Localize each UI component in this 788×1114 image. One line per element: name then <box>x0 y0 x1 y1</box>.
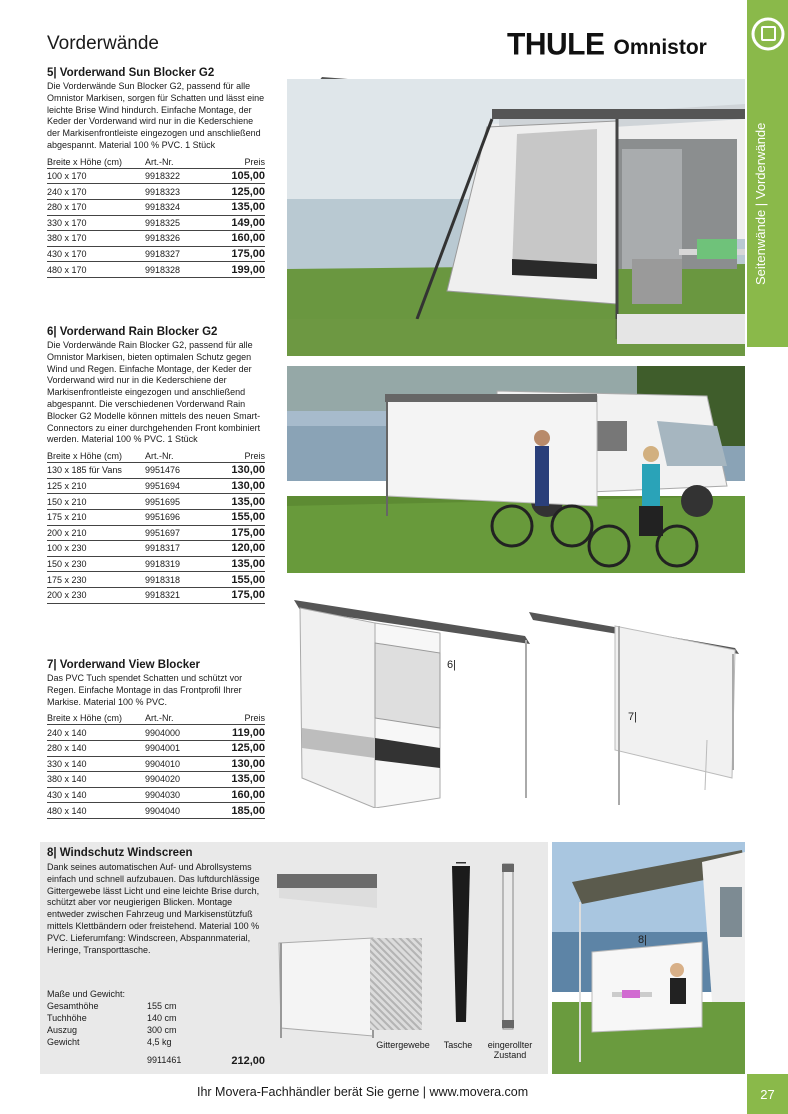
cell-artnr: 9951694 <box>145 478 215 494</box>
price-table <box>47 712 265 819</box>
measure-value: 4,5 kg <box>147 1037 172 1047</box>
table-row <box>47 541 265 557</box>
measure-key: Tuchhöhe <box>47 1013 87 1023</box>
windscreen-product-image <box>273 868 383 1043</box>
photo-label: 8| <box>638 934 647 946</box>
cell-artnr: 9951697 <box>145 525 215 541</box>
price: 212,00 <box>231 1055 265 1067</box>
view-blocker-product-image <box>527 610 745 810</box>
section-description: Das PVC Tuch spendet Schatten und schützt vor Regen. Einfache Montage in das Frontprofil Ihrer Markise. Material 100 % PVC. <box>47 673 243 707</box>
cell-artnr: 9918328 <box>145 262 215 278</box>
cell-price: 125,00 <box>215 740 265 756</box>
measures-title: Maße und Gewicht: <box>47 989 126 999</box>
cell-size: 100 x 230 <box>47 541 145 557</box>
table-row <box>47 494 265 510</box>
measure-value: 155 cm <box>147 1001 177 1011</box>
col-artnr: Art.-Nr. <box>145 156 215 169</box>
cell-price: 120,00 <box>215 541 265 557</box>
cell-price: 105,00 <box>215 168 265 184</box>
table-row <box>47 740 265 756</box>
table-row <box>47 199 265 215</box>
table-row <box>47 215 265 231</box>
cell-price: 135,00 <box>215 494 265 510</box>
footer-text: Ihr Movera-Fachhändler berät Sie gerne | www.movera.com <box>197 1085 529 1099</box>
side-tab-label: Seitenwände | Vorderwände <box>753 122 768 285</box>
windscreen-section <box>40 842 548 1074</box>
cell-artnr: 9918321 <box>145 587 215 603</box>
section-description: Dank seines automatischen Auf- und Abrollsystems einfach und schnell aufzubauen. Das luftdurchlässige Gittergewebe lässt Licht und eine leichte Brise durch, schützt aber vor neugierigen Blicken. Montage entweder zwischen Fahrzeug und Markisenstützfuß mittels Klettbändern oder freistehend. Material 100 % PVC. Lieferumfang: Windscreen, Abspannmaterial, Heringe, Transporttasche. <box>47 862 260 955</box>
cell-artnr: 9904020 <box>145 772 215 788</box>
measure-row <box>47 1024 177 1036</box>
brand-logo <box>507 28 707 62</box>
measure-key: Auszug <box>47 1025 78 1035</box>
section-sun-blocker <box>47 67 265 278</box>
cell-size: 330 x 140 <box>47 756 145 772</box>
measure-row <box>47 1036 177 1048</box>
cell-price: 160,00 <box>215 231 265 247</box>
table-row <box>47 478 265 494</box>
sun-blocker-photo <box>287 79 745 356</box>
measure-row <box>47 1012 177 1024</box>
cell-size: 175 x 230 <box>47 572 145 588</box>
bag-image <box>450 862 472 1032</box>
col-size: Breite x Höhe (cm) <box>47 450 145 463</box>
cell-size: 380 x 170 <box>47 231 145 247</box>
page-title: Vorderwände <box>47 33 159 54</box>
category-icon <box>747 8 788 60</box>
cell-size: 240 x 170 <box>47 184 145 200</box>
cell-price: 135,00 <box>215 556 265 572</box>
cell-size: 430 x 140 <box>47 787 145 803</box>
cell-price: 130,00 <box>215 463 265 479</box>
cell-price: 130,00 <box>215 478 265 494</box>
mesh-sample-image <box>370 938 422 1030</box>
measures <box>47 988 177 1048</box>
cell-price: 135,00 <box>215 199 265 215</box>
cell-artnr: 9951476 <box>145 463 215 479</box>
table-row <box>47 525 265 541</box>
cell-artnr: 9951696 <box>145 509 215 525</box>
cell-size: 280 x 170 <box>47 199 145 215</box>
section-description: Die Vorderwände Sun Blocker G2, passend für alle Omnistor Markisen, sorgen für Schatten und lässt eine leichte Brise Wind hindurch. Einfache Montage, der Keder der Vorderwand wird nur in die Kederschiene der Markisenfrontleiste eingezogen und anschließend abgespannt. Material 100 % PVC. 1 Stück <box>47 81 265 150</box>
cell-price: 135,00 <box>215 772 265 788</box>
page-number: 27 <box>747 1074 788 1114</box>
measure-value: 300 cm <box>147 1025 177 1035</box>
cell-price: 130,00 <box>215 756 265 772</box>
cell-price: 125,00 <box>215 184 265 200</box>
section-heading: 5| Vorderwand Sun Blocker G2 <box>47 67 215 79</box>
table-row <box>47 803 265 819</box>
photo-label: 7| <box>628 711 637 723</box>
col-price: Preis <box>215 712 265 725</box>
cell-size: 100 x 170 <box>47 168 145 184</box>
cell-size: 240 x 140 <box>47 725 145 741</box>
cell-artnr: 9904030 <box>145 787 215 803</box>
table-row <box>47 772 265 788</box>
cell-artnr: 9918322 <box>145 168 215 184</box>
caption-rolled: eingerollter Zustand <box>487 1040 533 1060</box>
table-row <box>47 246 265 262</box>
cell-size: 175 x 210 <box>47 509 145 525</box>
cell-size: 380 x 140 <box>47 772 145 788</box>
table-row <box>47 725 265 741</box>
thule-logo: THULE <box>507 27 605 62</box>
table-row <box>47 168 265 184</box>
cell-artnr: 9918323 <box>145 184 215 200</box>
side-tab <box>747 0 788 347</box>
cell-size: 280 x 140 <box>47 740 145 756</box>
section-view-blocker <box>47 659 265 819</box>
cell-artnr: 9918327 <box>145 246 215 262</box>
cell-size: 130 x 185 für Vans <box>47 463 145 479</box>
windscreen-photo <box>552 842 745 1074</box>
cell-size: 330 x 170 <box>47 215 145 231</box>
cell-price: 175,00 <box>215 246 265 262</box>
cell-price: 185,00 <box>215 803 265 819</box>
cell-price: 160,00 <box>215 787 265 803</box>
table-row <box>47 572 265 588</box>
measure-row <box>47 1000 177 1012</box>
cell-artnr: 9904001 <box>145 740 215 756</box>
section-description: Die Vorderwände Rain Blocker G2, passend für alle Omnistor Markisen, bieten optimalen Schutz gegen Wind und Regen. Einfache Montage, der Keder der Vorderwand wird nur in die Kederschiene der Markisenfrontleiste eingezogen und anschließend abgespannt. Die verschiedenen Vorderwand Rain Blocker G2 Modelle können mittels des neuen Smart-Connectors zu einer durchgehenden Front kombiniert werden. Material 100 % PVC. 1 Stück <box>47 340 261 445</box>
cell-artnr: 9904040 <box>145 803 215 819</box>
windscreen-price-row <box>147 1055 265 1067</box>
cell-price: 175,00 <box>215 587 265 603</box>
cell-size: 200 x 230 <box>47 587 145 603</box>
cell-price: 149,00 <box>215 215 265 231</box>
brand-subtitle: Omnistor <box>613 36 707 59</box>
art-nr: 9911461 <box>147 1055 182 1065</box>
cell-price: 199,00 <box>215 262 265 278</box>
cell-price: 155,00 <box>215 572 265 588</box>
cell-size: 480 x 170 <box>47 262 145 278</box>
cell-price: 119,00 <box>215 725 265 741</box>
col-artnr: Art.-Nr. <box>145 450 215 463</box>
table-row <box>47 756 265 772</box>
cell-artnr: 9951695 <box>145 494 215 510</box>
cell-artnr: 9904010 <box>145 756 215 772</box>
cell-artnr: 9918325 <box>145 215 215 231</box>
table-row <box>47 231 265 247</box>
cell-artnr: 9918317 <box>145 541 215 557</box>
table-row <box>47 463 265 479</box>
col-price: Preis <box>215 450 265 463</box>
measure-value: 140 cm <box>147 1013 177 1023</box>
col-size: Breite x Höhe (cm) <box>47 156 145 169</box>
rolled-image <box>498 862 518 1032</box>
cell-price: 175,00 <box>215 525 265 541</box>
col-price: Preis <box>215 156 265 169</box>
table-row <box>47 587 265 603</box>
rain-blocker-photo <box>287 366 745 573</box>
cell-size: 125 x 210 <box>47 478 145 494</box>
cell-artnr: 9918318 <box>145 572 215 588</box>
cell-artnr: 9918319 <box>145 556 215 572</box>
table-row <box>47 262 265 278</box>
measure-key: Gesamthöhe <box>47 1001 99 1011</box>
cell-artnr: 9918326 <box>145 231 215 247</box>
col-size: Breite x Höhe (cm) <box>47 712 145 725</box>
cell-artnr: 9904000 <box>145 725 215 741</box>
measure-key: Gewicht <box>47 1037 80 1047</box>
cell-size: 150 x 230 <box>47 556 145 572</box>
cell-size: 430 x 170 <box>47 246 145 262</box>
photo-label: 6| <box>447 659 456 671</box>
table-row <box>47 787 265 803</box>
cell-size: 200 x 210 <box>47 525 145 541</box>
caption-mesh: Gittergewebe <box>376 1040 430 1050</box>
table-row <box>47 556 265 572</box>
table-row <box>47 184 265 200</box>
col-artnr: Art.-Nr. <box>145 712 215 725</box>
table-row <box>47 509 265 525</box>
cell-size: 480 x 140 <box>47 803 145 819</box>
rain-blocker-product-image <box>290 598 530 808</box>
cell-artnr: 9918324 <box>145 199 215 215</box>
caption-bag: Tasche <box>443 1040 473 1050</box>
section-heading: 6| Vorderwand Rain Blocker G2 <box>47 326 218 338</box>
price-table <box>47 156 265 278</box>
cell-size: 150 x 210 <box>47 494 145 510</box>
section-rain-blocker <box>47 326 265 604</box>
cell-price: 155,00 <box>215 509 265 525</box>
price-table <box>47 450 265 603</box>
section-heading: 8| Windschutz Windscreen <box>47 847 193 859</box>
section-heading: 7| Vorderwand View Blocker <box>47 659 200 671</box>
